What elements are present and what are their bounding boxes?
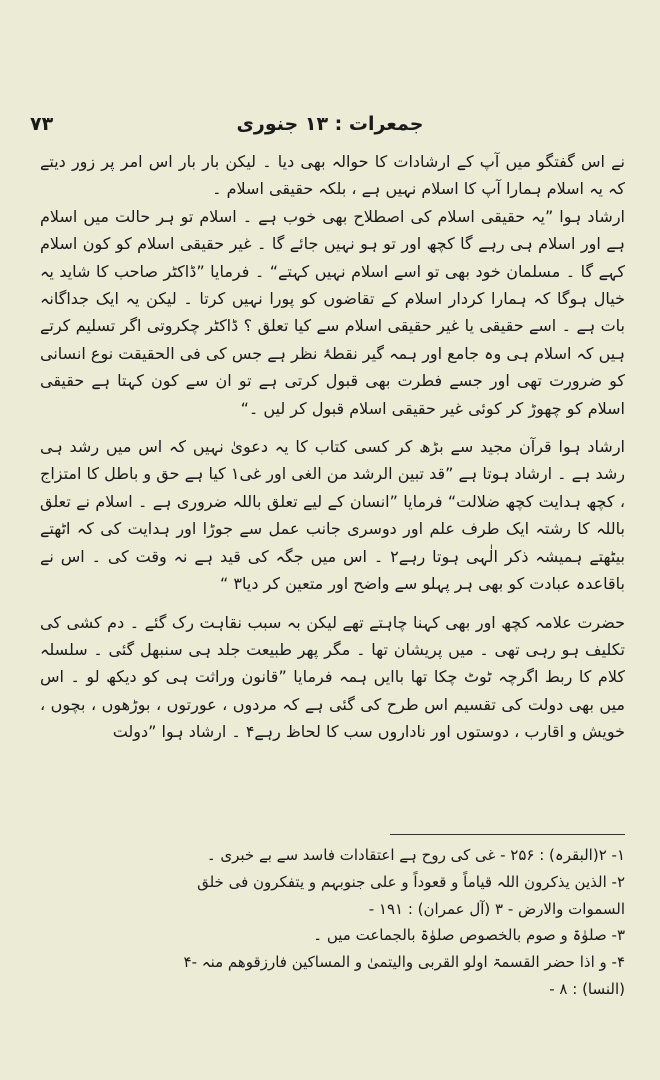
footnote: (النسا) : ۸ - (549, 979, 625, 998)
footnote: ۴- و اذا حضر القسمۃ اولو القربی والیتمیٰ و المساکین فارزقوھم منہ -۴ (183, 953, 625, 972)
footnote: ۲- الذین یذکرون اللہ قیاماً و قعوداً و علی جنوبہم و یتفکرون فی خلق (197, 872, 625, 891)
footnote: ۱- ۲(البقرہ) : ۲۵۶ - غی کی روح ہے اعتقادات فاسد سے بے خبری ۔ (206, 846, 625, 864)
footnotes (40, 842, 625, 1003)
body-text (40, 148, 625, 746)
paragraph: ارشاد ہوا قرآن مجید سے بڑھ کر کسی کتاب کا یہ دعویٰ نہیں کہ اس میں رشد ہی رشد ہے ۔ ارشاد ہوتا ہے ”قد تبین الرشد من الغی اور غی۱ کیا ہے حق و باطل کا امتزاج ، کچھ ہدایت کچھ ضلالت“ فرمایا ”انسان کے لیے تعلق باللہ ضروری ہے ۔ اسلام نے تعلق باللہ کا رشتہ ایک طرف علم اور دوسری جانب عمل سے جوڑا اور ہدایت کی کہ اٹھتے بیٹھتے ہمیشہ ذکر الٰہی ہوتا رہے۲ ۔ اس میں جگہ کی قید ہے نہ وقت کی ۔ اس نے باقاعدہ عبادت کو بھی ہر پہلو سے واضح اور متعین کر دیا۳ “ (40, 437, 626, 594)
paragraph: ارشاد ہوا ”یہ حقیقی اسلام کی اصطلاح بھی خوب ہے ۔ اسلام تو ہر حالت میں اسلام ہے اور اسلام ہی رہے گا کچھ اور تو ہو نہیں جائے گا ۔ غیر حقیقی اسلام کو کون اسلام کہے گا ۔ مسلمان خود بھی تو اسے اسلام نہیں کہتے“ ۔ فرمایا ”ڈاکٹر صاحب کا شاید یہ خیال ہوگا کہ ہمارا کردار اسلام کے تقاضوں کو پورا نہیں کرتا ۔ لیکن یہ ایک جداگانہ بات ہے ۔ اسے حقیقی یا غیر حقیقی اسلام سے کیا تعلق ؟ ڈاکٹر چکروتی اگر تسلیم کرتے ہیں کہ اسلام ہی وہ جامع اور ہمہ گیر نقطۂ نظر ہے جس کی فی الحقیقت نوع انسانی کو ضرورت تھی اور جسے فطرت بھی قبول کرتی ہے تو ان سے کون کہتا ہے حقیقی اسلام کو چھوڑ کر کوئی غیر حقیقی اسلام قبول کر لیں ۔“ (40, 206, 625, 418)
footnote: ۳- صلوٰۃ و صوم بالخصوص صلوٰۃ بالجماعت میں ۔ (313, 926, 625, 945)
page-header (0, 104, 660, 144)
paragraph: نے اس گفتگو میں آپ کے ارشادات کا حوالہ بھی دیا ۔ لیکن بار بار اس امر پر زور دیتے کہ یہ اسلام ہمارا آپ کا اسلام نہیں ہے ، بلکہ حقیقی اسلام ۔ (40, 152, 625, 199)
page-title: جمعرات : ۱۳ جنوری (236, 113, 424, 135)
footnote: السموات والارض - ۳ (آل عمران) : ۱۹۱ - (368, 899, 625, 918)
paragraph: حضرت علامہ کچھ اور بھی کہنا چاہتے تھے لیکن بہ سبب نقاہت رک گئے ۔ دم کشی کی تکلیف ہو رہی تھی ۔ میں پریشان تھا ۔ مگر پھر طبیعت جلد ہی سنبھل گئی ۔ سلسلہ کلام کا ربط اگرچہ ٹوٹ چکا تھا باایں ہمہ فرمایا ”قانون وراثت ہی کو دیکھ لو ۔ اس میں بھی دولت کی تقسیم اس طرح کی گئی ہے کہ مردوں ، عورتوں ، بوڑھوں ، بچوں ، خویش و اقارب ، دوستوں اور ناداروں سب کا لحاظ رہے۴ ۔ ارشاد ہوا ”دولت (40, 612, 625, 742)
footnote-divider (390, 834, 625, 835)
page-number: ۷۳ (30, 113, 54, 135)
